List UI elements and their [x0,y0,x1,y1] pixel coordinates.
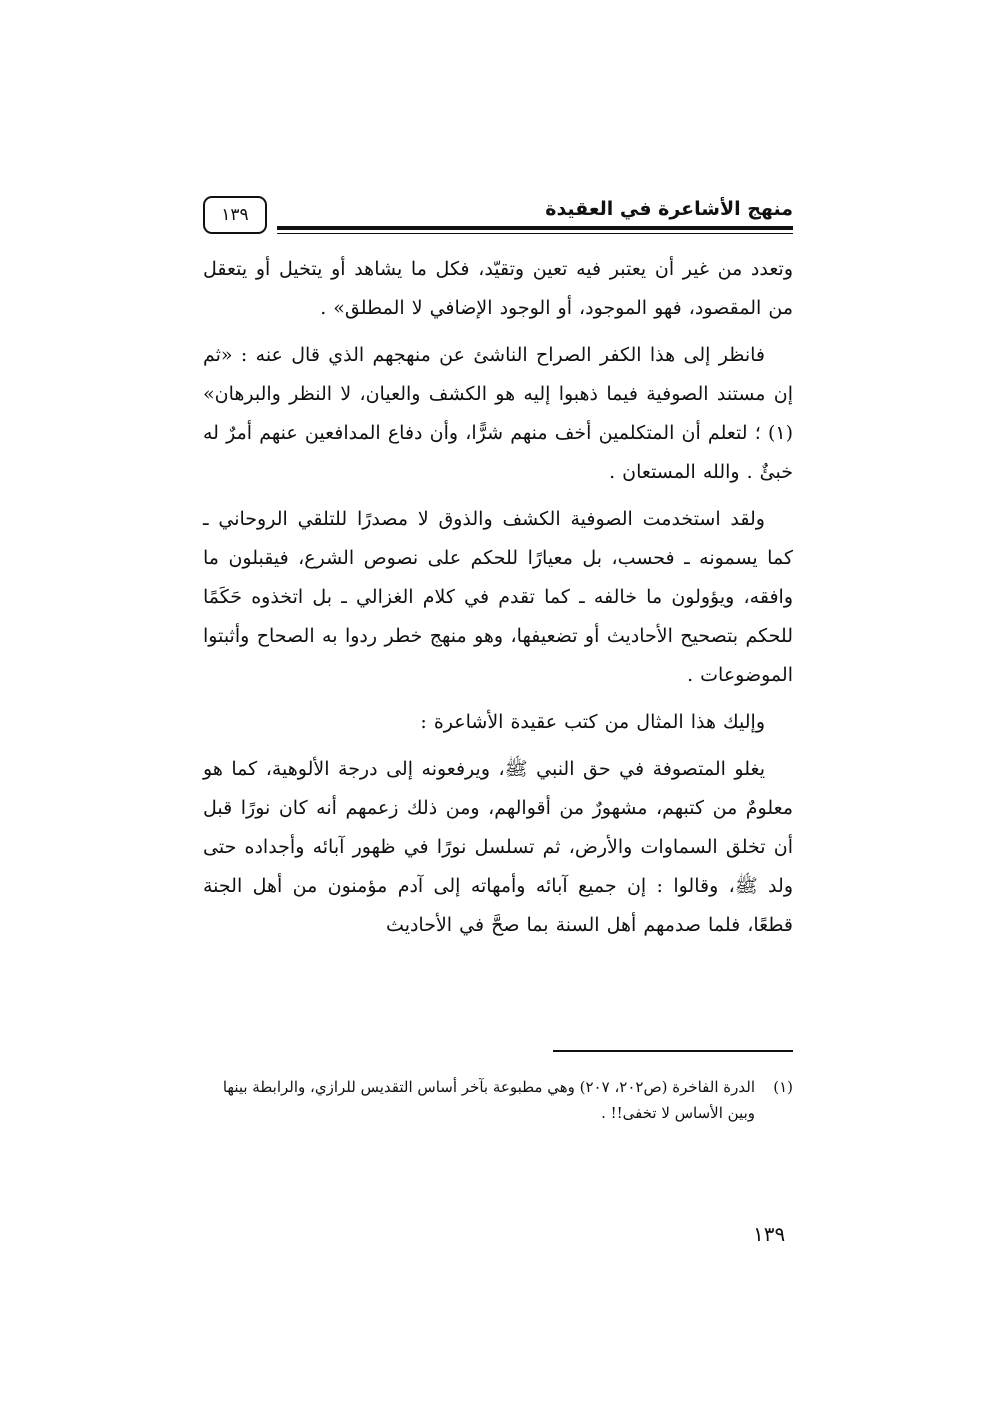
paragraph: وتعدد من غير أن يعتبر فيه تعين وتقيّد، فكل ما يشاهد أو يتخيل أو يتعقل من المقصود، فهو الموجود، أو الوجود الإضافي لا المطلق» . [203,258,793,319]
paragraph: فانظر إلى هذا الكفر الصراح الناشئ عن منهجهم الذي قال عنه : «ثم إن مستند الصوفية فيما ذهبوا إليه هو الكشف والعيان، لا النظر والبرهان» (١) ؛ لتعلم أن المتكلمين أخف منهم شرًّا، وأن دفاع المدافعين عنهم أمرٌ له خبئٌ . والله المستعان . [203,344,793,483]
header-page-number-box [203,196,267,234]
paragraph: يغلو المتصوفة في حق النبي ﷺ، ويرفعونه إلى درجة الألوهية، كما هو معلومٌ من كتبهم، مشهورٌ من أقوالهم، ومن ذلك زعمهم أنه كان نورًا قبل أن تخلق السماوات والأرض، ثم تسلسل نورًا في ظهور آبائه وأجداده حتى ولد ﷺ، وقالوا : إن جميع آبائه وأمهاته إلى آدم مؤمنون من أهل الجنة قطعًا، فلما صدمهم أهل السنة بما صحَّ في الأحاديث [203,758,793,936]
header-rule-thick [277,226,793,230]
footnote-separator [553,1050,793,1052]
header-page-number: ١٣٩ [221,205,249,225]
main-text [203,250,793,945]
running-title: منهج الأشاعرة في العقيدة [545,198,793,220]
page-header [203,196,793,240]
paragraph: ولقد استخدمت الصوفية الكشف والذوق لا مصدرًا للتلقي الروحاني ـ كما يسمونه ـ فحسب، بل معيارًا للحكم على نصوص الشرع، فيقبلون ما وافقه، ويؤولون ما خالفه ـ كما تقدم في كلام الغزالي ـ بل اتخذوه حَكَمًا للحكم بتصحيح الأحاديث أو تضعيفها، وهو منهج خطر ردوا به الصحاح وأثبتوا الموضوعات . [203,508,793,686]
header-rule-thin [277,233,793,234]
footnote-number: (١) [773,1078,793,1096]
paragraph: وإليك هذا المثال من كتب عقيدة الأشاعرة : [420,711,765,733]
footnote-text: الدرة الفاخرة (ص٢٠٢، ٢٠٧) وهي مطبوعة بآخر أساس التقديس للرازي، والرابطة بينها وبين الأساس لا تخفى!! . [222,1078,755,1122]
footnote [203,1074,793,1126]
page-number: ١٣٩ [753,1222,786,1246]
